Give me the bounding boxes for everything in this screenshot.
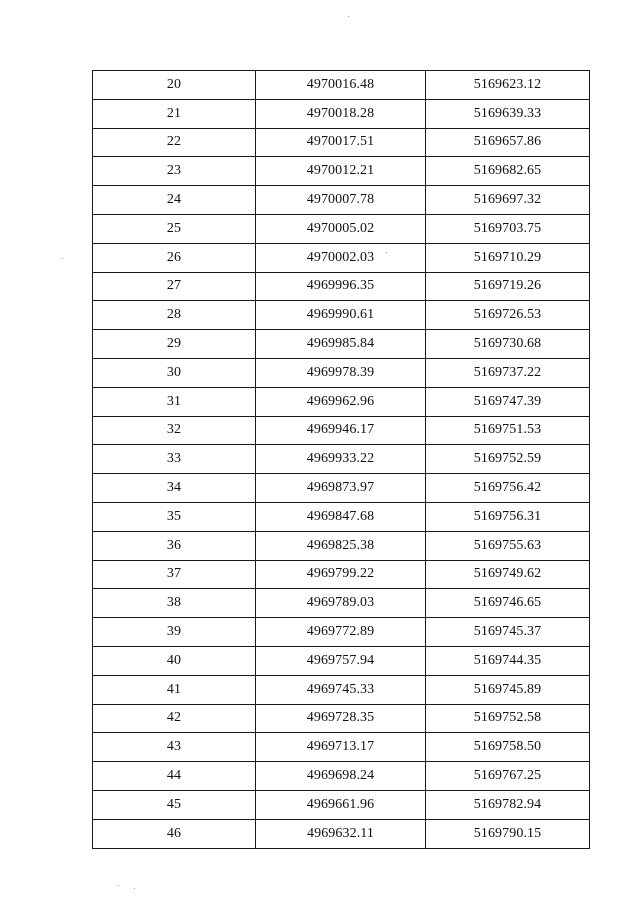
point-number-cell: 44 [93, 762, 256, 791]
table-row [93, 330, 590, 359]
x-coordinate-cell: 4970012.21 [256, 157, 426, 186]
x-coordinate-cell: 4969873.97 [256, 474, 426, 503]
x-coordinate-cell: 4970016.48 [256, 71, 426, 100]
y-coordinate-cell: 5169782.94 [426, 790, 590, 819]
table-row [93, 618, 590, 647]
y-coordinate-cell: 5169744.35 [426, 646, 590, 675]
scan-speck [118, 885, 119, 886]
y-coordinate-cell: 5169737.22 [426, 358, 590, 387]
table-row [93, 675, 590, 704]
x-coordinate-cell: 4969799.22 [256, 560, 426, 589]
x-coordinate-cell: 4970018.28 [256, 99, 426, 128]
y-coordinate-cell: 5169697.32 [426, 186, 590, 215]
point-number-cell: 33 [93, 445, 256, 474]
table-row [93, 445, 590, 474]
y-coordinate-cell: 5169745.37 [426, 618, 590, 647]
y-coordinate-cell: 5169623.12 [426, 71, 590, 100]
point-number-cell: 46 [93, 819, 256, 848]
point-number-cell: 30 [93, 358, 256, 387]
y-coordinate-cell: 5169726.53 [426, 301, 590, 330]
y-coordinate-cell: 5169755.63 [426, 531, 590, 560]
point-number-cell: 28 [93, 301, 256, 330]
x-coordinate-cell: 4969847.68 [256, 502, 426, 531]
table-row [93, 733, 590, 762]
x-coordinate-cell: 4969985.84 [256, 330, 426, 359]
table-row [93, 474, 590, 503]
x-coordinate-cell: 4969933.22 [256, 445, 426, 474]
point-number-cell: 21 [93, 99, 256, 128]
point-number-cell: 25 [93, 214, 256, 243]
point-number-cell: 29 [93, 330, 256, 359]
point-number-cell: 26 [93, 243, 256, 272]
table-row [93, 531, 590, 560]
table-row [93, 243, 590, 272]
table-row [93, 71, 590, 100]
table-row [93, 819, 590, 848]
x-coordinate-cell: 4969661.96 [256, 790, 426, 819]
x-coordinate-cell: 4969745.33 [256, 675, 426, 704]
point-number-cell: 45 [93, 790, 256, 819]
x-coordinate-cell: 4969728.35 [256, 704, 426, 733]
point-number-cell: 32 [93, 416, 256, 445]
y-coordinate-cell: 5169639.33 [426, 99, 590, 128]
table-row [93, 272, 590, 301]
x-coordinate-cell: 4969990.61 [256, 301, 426, 330]
x-coordinate-cell: 4969946.17 [256, 416, 426, 445]
table-row [93, 157, 590, 186]
y-coordinate-cell: 5169746.65 [426, 589, 590, 618]
point-number-cell: 24 [93, 186, 256, 215]
x-coordinate-cell: 4969962.96 [256, 387, 426, 416]
x-coordinate-cell: 4969789.03 [256, 589, 426, 618]
table-row [93, 646, 590, 675]
point-number-cell: 20 [93, 71, 256, 100]
point-number-cell: 27 [93, 272, 256, 301]
table-row [93, 790, 590, 819]
x-coordinate-cell: 4969978.39 [256, 358, 426, 387]
table-row [93, 214, 590, 243]
x-coordinate-cell: 4969825.38 [256, 531, 426, 560]
y-coordinate-cell: 5169682.65 [426, 157, 590, 186]
point-number-cell: 23 [93, 157, 256, 186]
x-coordinate-cell: 4969772.89 [256, 618, 426, 647]
point-number-cell: 37 [93, 560, 256, 589]
y-coordinate-cell: 5169719.26 [426, 272, 590, 301]
table-body [93, 71, 590, 849]
coordinates-table [92, 70, 590, 849]
table-row [93, 762, 590, 791]
y-coordinate-cell: 5169657.86 [426, 128, 590, 157]
y-coordinate-cell: 5169745.89 [426, 675, 590, 704]
point-number-cell: 34 [93, 474, 256, 503]
point-number-cell: 38 [93, 589, 256, 618]
table-row [93, 416, 590, 445]
scan-speck [62, 258, 63, 259]
y-coordinate-cell: 5169758.50 [426, 733, 590, 762]
table-row [93, 128, 590, 157]
y-coordinate-cell: 5169747.39 [426, 387, 590, 416]
x-coordinate-cell: 4970005.02 [256, 214, 426, 243]
scan-speck [134, 888, 135, 889]
point-number-cell: 22 [93, 128, 256, 157]
y-coordinate-cell: 5169752.59 [426, 445, 590, 474]
y-coordinate-cell: 5169749.62 [426, 560, 590, 589]
x-coordinate-cell: 4969996.35 [256, 272, 426, 301]
table-row [93, 186, 590, 215]
point-number-cell: 43 [93, 733, 256, 762]
table-row [93, 99, 590, 128]
point-number-cell: 39 [93, 618, 256, 647]
x-coordinate-cell: 4969757.94 [256, 646, 426, 675]
y-coordinate-cell: 5169710.29 [426, 243, 590, 272]
table-row [93, 589, 590, 618]
table-row [93, 560, 590, 589]
table-row [93, 704, 590, 733]
x-coordinate-cell: 4969698.24 [256, 762, 426, 791]
point-number-cell: 36 [93, 531, 256, 560]
y-coordinate-cell: 5169751.53 [426, 416, 590, 445]
point-number-cell: 40 [93, 646, 256, 675]
y-coordinate-cell: 5169756.31 [426, 502, 590, 531]
y-coordinate-cell: 5169790.15 [426, 819, 590, 848]
x-coordinate-cell: 4970002.03 [256, 243, 426, 272]
point-number-cell: 31 [93, 387, 256, 416]
y-coordinate-cell: 5169767.25 [426, 762, 590, 791]
y-coordinate-cell: 5169703.75 [426, 214, 590, 243]
point-number-cell: 41 [93, 675, 256, 704]
scan-speck [348, 16, 349, 17]
x-coordinate-cell: 4969713.17 [256, 733, 426, 762]
x-coordinate-cell: 4970007.78 [256, 186, 426, 215]
table-row [93, 502, 590, 531]
table-row [93, 387, 590, 416]
y-coordinate-cell: 5169752.58 [426, 704, 590, 733]
table-row [93, 301, 590, 330]
x-coordinate-cell: 4969632.11 [256, 819, 426, 848]
x-coordinate-cell: 4970017.51 [256, 128, 426, 157]
y-coordinate-cell: 5169756.42 [426, 474, 590, 503]
point-number-cell: 35 [93, 502, 256, 531]
point-number-cell: 42 [93, 704, 256, 733]
y-coordinate-cell: 5169730.68 [426, 330, 590, 359]
table-row [93, 358, 590, 387]
